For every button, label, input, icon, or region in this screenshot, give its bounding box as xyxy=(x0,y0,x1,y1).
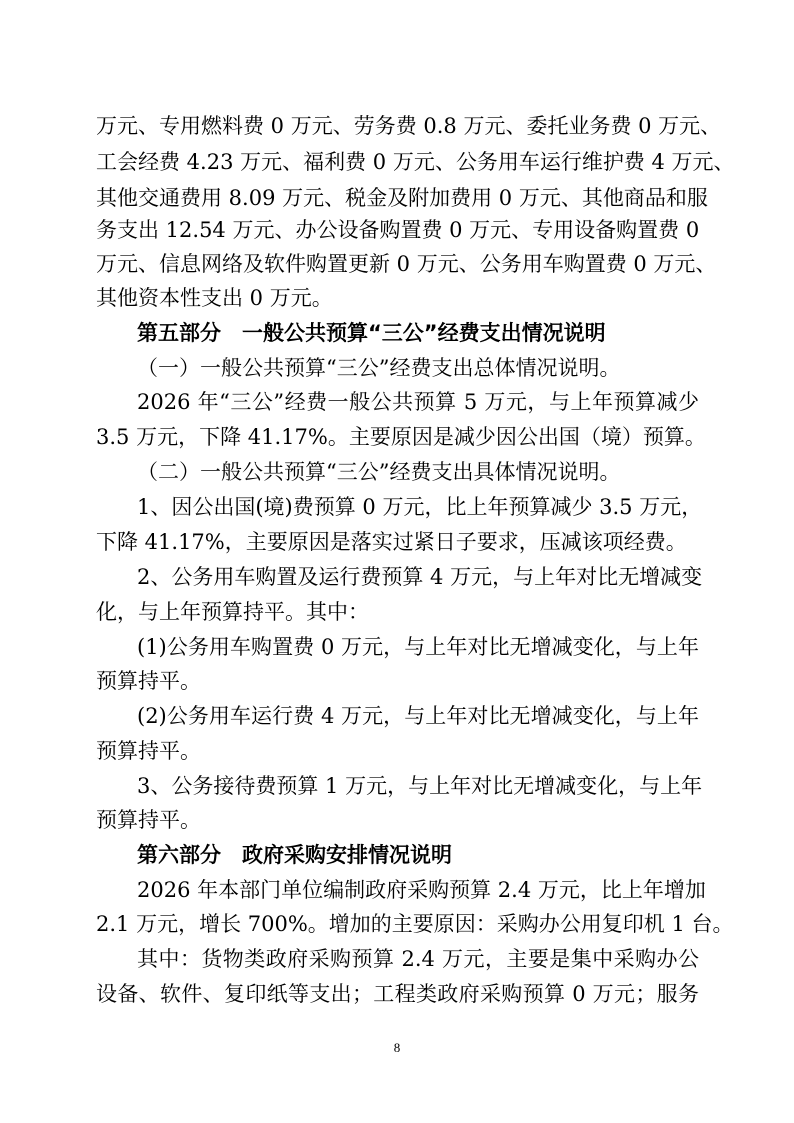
body-text-line: (2)公务用车运行费 4 万元，与上年对比无增减变化，与上年 xyxy=(137,704,699,728)
page-number: 8 xyxy=(393,1040,401,1055)
body-text-line: 3、公务接待费预算 1 万元，与上年对比无增减变化，与上年 xyxy=(137,774,703,798)
body-text-line: 万元、信息网络及软件购置更新 0 万元、公务用车购置费 0 万元、 xyxy=(96,252,717,276)
body-text-line: 2026 年“三公”经费一般公共预算 5 万元，与上年预算减少 xyxy=(137,390,699,414)
section-heading-6: 第六部分 政府采购安排情况说明 xyxy=(137,843,452,867)
body-text-line: 其他资本性支出 0 万元。 xyxy=(96,286,333,310)
body-text-line: 预算持平。 xyxy=(96,808,201,832)
subsection-heading: （一）一般公共预算“三公”经费支出总体情况说明。 xyxy=(137,356,621,380)
subsection-heading: （二）一般公共预算“三公”经费支出具体情况说明。 xyxy=(137,460,621,484)
body-text-line: 其中：货物类政府采购预算 2.4 万元，主要是集中采购办公 xyxy=(137,947,699,971)
body-text-line: 2.1 万元，增长 700%。增加的主要原因：采购办公用复印机 1 台。 xyxy=(96,912,734,936)
body-text-line: (1)公务用车购置费 0 万元，与上年对比无增减变化，与上年 xyxy=(137,635,699,659)
body-text-line: 化，与上年预算持平。其中： xyxy=(96,600,369,624)
body-text-line: 设备、软件、复印纸等支出；工程类政府采购预算 0 万元；服务 xyxy=(96,982,699,1006)
body-text-line: 务支出 12.54 万元、办公设备购置费 0 万元、专用设备购置费 0 xyxy=(96,218,700,242)
body-text-line: 万元、专用燃料费 0 万元、劳务费 0.8 万元、委托业务费 0 万元、 xyxy=(96,114,722,138)
body-text-line: 2、公务用车购置及运行费预算 4 万元，与上年对比无增减变 xyxy=(137,565,703,589)
section-heading-5: 第五部分 一般公共预算“三公”经费支出情况说明 xyxy=(137,321,606,345)
body-text-line: 预算持平。 xyxy=(96,669,201,693)
body-text-line: 其他交通费用 8.09 万元、税金及附加费用 0 万元、其他商品和服 xyxy=(96,186,708,210)
body-text-line: 下降 41.17%，主要原因是落实过紧日子要求，压减该项经费。 xyxy=(96,530,687,554)
body-text-line: 预算持平。 xyxy=(96,739,201,763)
body-text-line: 1、因公出国(境)费预算 0 万元，比上年预算减少 3.5 万元， xyxy=(137,495,703,519)
body-text-line: 3.5 万元，下降 41.17%。主要原因是减少因公出国（境）预算。 xyxy=(96,425,706,449)
body-text-line: 工会经费 4.23 万元、福利费 0 万元、公务用车运行维护费 4 万元、 xyxy=(96,150,735,174)
body-text-line: 2026 年本部门单位编制政府采购预算 2.4 万元，比上年增加 xyxy=(137,878,706,902)
